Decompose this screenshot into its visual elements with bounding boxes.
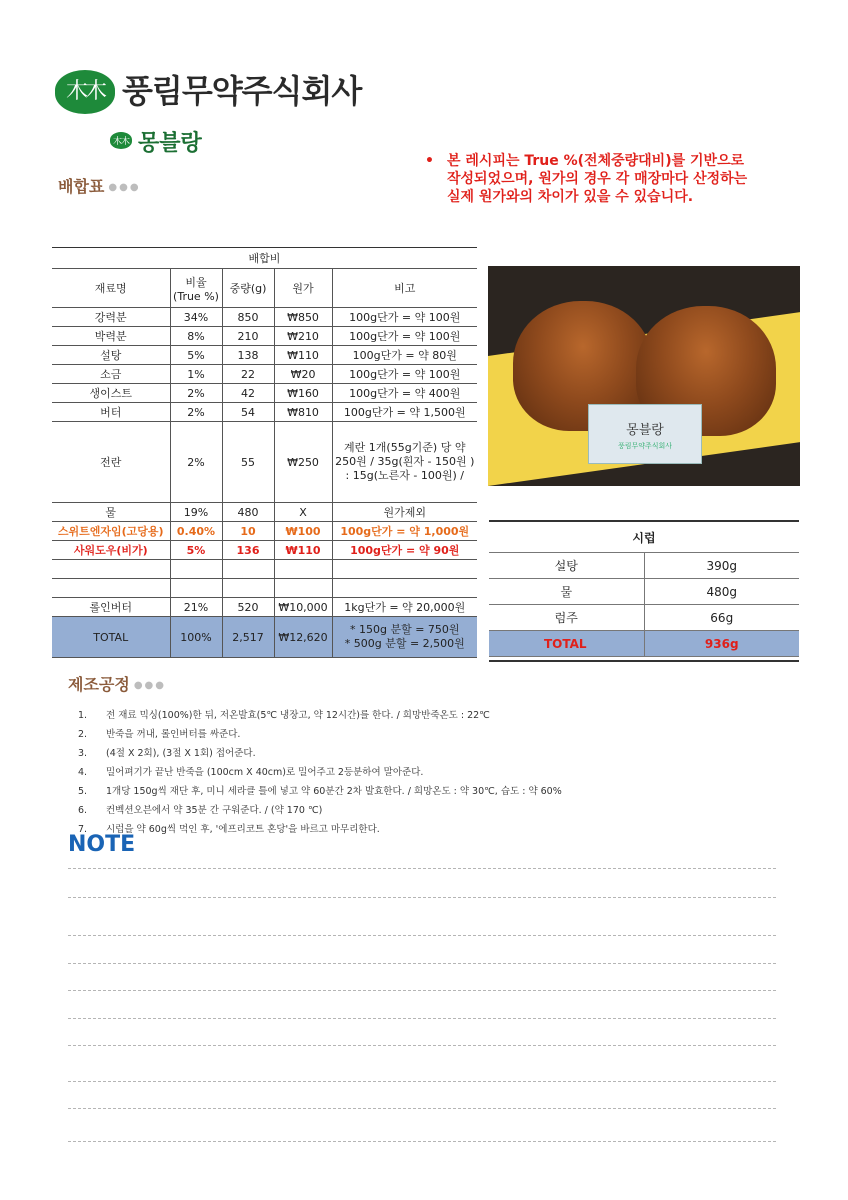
cell-name: 강력분 (52, 308, 170, 327)
cell-cost: ₩110 (274, 541, 332, 560)
process-section-label: 제조공정 (68, 675, 130, 694)
note-line (68, 990, 776, 991)
bullet-icon: • (425, 153, 434, 169)
step-text: 밀어펴기가 끝난 반죽을 (100cm X 40cm)로 밀어주고 2등분하여 말아준다. (106, 767, 424, 778)
table-row (52, 365, 477, 384)
process-section-title (68, 672, 166, 695)
cell-name: 생이스트 (52, 384, 170, 403)
cell-weight: 42 (222, 384, 274, 403)
syrup-name: 물 (489, 579, 644, 605)
syrup-total-label: TOTAL (489, 631, 644, 657)
total-remark-1: * 150g 분할 = 750원 (349, 623, 460, 636)
cell-cost: ₩850 (274, 308, 332, 327)
cell-cost: ₩250 (274, 422, 332, 503)
empty-row (52, 560, 477, 579)
step-number: 3. (78, 748, 88, 759)
cell-ratio: 2% (170, 403, 222, 422)
note-line (68, 1045, 776, 1046)
recipe-section-title (58, 174, 141, 197)
syrup-total-row (489, 631, 799, 657)
cell-name: 사워도우(비가) (52, 541, 170, 560)
cell-remark: 1kg단가 = 약 20,000원 (332, 598, 477, 617)
note-line (68, 1108, 776, 1109)
cell-ratio: 34% (170, 308, 222, 327)
company-name: 풍림무약주식회사 (122, 72, 362, 110)
step-number: 6. (78, 805, 88, 816)
cell-remark: 100g단가 = 약 90원 (332, 541, 477, 560)
table-row (52, 308, 477, 327)
step-number: 4. (78, 767, 88, 778)
cell-weight: 10 (222, 522, 274, 541)
sign-company: 풍림무약주식회사 (617, 442, 673, 450)
cell-name: 전란 (52, 422, 170, 503)
cell-remark: 100g단가 = 약 1,500원 (332, 403, 477, 422)
step-text: 컨벡션오븐에서 약 35분 간 구워준다. / (약 170 ℃) (106, 805, 323, 816)
product-name: 몽블랑 (138, 131, 202, 156)
step-number: 5. (78, 786, 88, 797)
recipe-section-label: 배합표 (58, 177, 105, 196)
total-row (52, 617, 477, 658)
cell-name: 박력분 (52, 327, 170, 346)
cell-remark: 100g단가 = 약 100원 (332, 308, 477, 327)
cell-name: 롤인버터 (52, 598, 170, 617)
dots-decoration: ●●● (108, 182, 141, 193)
notice-line-3: 실제 원가와의 차이가 있을 수 있습니다. (447, 189, 694, 205)
product-sign (588, 404, 702, 464)
syrup-amount: 480g (644, 579, 799, 605)
table-row (52, 346, 477, 365)
cell-cost: ₩810 (274, 403, 332, 422)
note-line (68, 1018, 776, 1019)
cell-cost: ₩100 (274, 522, 332, 541)
cell-ratio: 5% (170, 541, 222, 560)
header-ratio: 비율 (True %) (170, 269, 222, 308)
cell-ratio: 8% (170, 327, 222, 346)
cell-name: 소금 (52, 365, 170, 384)
step-number: 1. (78, 710, 88, 721)
small-logo-icon: 木木 (110, 132, 132, 149)
cell-cost: ₩210 (274, 327, 332, 346)
note-line (68, 897, 776, 898)
syrup-total-value: 936g (644, 631, 799, 657)
cell-cost: ₩110 (274, 346, 332, 365)
cell-cost: X (274, 503, 332, 522)
header-weight: 중량(g) (222, 269, 274, 308)
recipe-caption: 배합비 (52, 248, 477, 269)
cell-ratio: 2% (170, 422, 222, 503)
syrup-title: 시럽 (489, 521, 799, 553)
total-cost: ₩12,620 (274, 617, 332, 658)
table-row (489, 579, 799, 605)
cell-remark: 100g단가 = 약 100원 (332, 327, 477, 346)
cell-ratio: 2% (170, 384, 222, 403)
dots-decoration: ●●● (133, 680, 167, 691)
cell-weight: 54 (222, 403, 274, 422)
cell-name: 스위트엔자임(고당용) (52, 522, 170, 541)
cell-ratio: 19% (170, 503, 222, 522)
table-row (52, 598, 477, 617)
cell-cost: ₩20 (274, 365, 332, 384)
cell-remark: 원가제외 (332, 503, 477, 522)
cell-weight: 210 (222, 327, 274, 346)
cell-remark: 100g단가 = 약 100원 (332, 365, 477, 384)
note-line (68, 935, 776, 936)
notice-line-1: 본 레시피는 True %(전체중량대비)를 기반으로 (447, 153, 745, 169)
cell-remark: 계란 1개(55g기준) 당 약 250원 / 35g(흰자 - 150원 ) : 15g(노른자 - 100원) / (332, 422, 477, 503)
total-name: TOTAL (52, 617, 170, 658)
cell-weight: 136 (222, 541, 274, 560)
cell-weight: 22 (222, 365, 274, 384)
cell-cost: ₩160 (274, 384, 332, 403)
step-text: (4절 X 2회), (3절 X 1회) 접어준다. (106, 748, 256, 759)
table-row (489, 553, 799, 579)
step-text: 1개당 150g씩 재단 후, 미니 세라클 틀에 넣고 약 60분간 2차 발효한다. / 희망온도 : 약 30℃, 습도 : 약 60% (106, 786, 562, 797)
syrup-name: 럼주 (489, 605, 644, 631)
step-number: 7. (78, 824, 88, 835)
cell-name: 설탕 (52, 346, 170, 365)
cell-name: 버터 (52, 403, 170, 422)
table-row (52, 327, 477, 346)
table-row (52, 541, 477, 560)
table-row (52, 384, 477, 403)
table-row (52, 422, 477, 503)
cell-name: 물 (52, 503, 170, 522)
syrup-table (489, 520, 799, 657)
recipe-table (52, 247, 477, 658)
cell-ratio: 0.40% (170, 522, 222, 541)
total-remark (332, 617, 477, 658)
note-title: NOTE (68, 832, 136, 857)
total-remark-2: * 500g 분할 = 2,500원 (344, 637, 465, 650)
syrup-amount: 390g (644, 553, 799, 579)
header-remark: 비고 (332, 269, 477, 308)
syrup-amount: 66g (644, 605, 799, 631)
total-ratio: 100% (170, 617, 222, 658)
cell-ratio: 5% (170, 346, 222, 365)
step-text: 반죽을 꺼내, 롤인버터를 싸준다. (106, 729, 241, 740)
cell-ratio: 21% (170, 598, 222, 617)
note-line (68, 1141, 776, 1142)
cell-cost: ₩10,000 (274, 598, 332, 617)
cell-weight: 480 (222, 503, 274, 522)
cell-remark: 100g단가 = 약 1,000원 (332, 522, 477, 541)
header-cost: 원가 (274, 269, 332, 308)
cell-weight: 55 (222, 422, 274, 503)
total-weight: 2,517 (222, 617, 274, 658)
step-text: 시럽을 약 60g씩 먹인 후, '에프리코트 혼당'을 바르고 마무리한다. (106, 824, 380, 835)
cell-weight: 850 (222, 308, 274, 327)
product-photo (488, 266, 800, 486)
note-line (68, 1081, 776, 1082)
empty-row (52, 579, 477, 598)
notice-line-2: 작성되었으며, 원가의 경우 각 매장마다 산정하는 (447, 171, 748, 187)
note-line (68, 868, 776, 869)
cell-weight: 520 (222, 598, 274, 617)
note-line (68, 963, 776, 964)
cell-remark: 100g단가 = 약 400원 (332, 384, 477, 403)
cell-weight: 138 (222, 346, 274, 365)
company-logo-icon: 木木 (55, 70, 115, 114)
step-number: 2. (78, 729, 88, 740)
table-row (489, 605, 799, 631)
sign-name: 몽블랑 (626, 423, 664, 438)
step-text: 전 재료 믹싱(100%)한 뒤, 저온발효(5℃ 냉장고, 약 12시간)를 한다. / 희망반죽온도 : 22℃ (106, 710, 490, 721)
notice (425, 152, 785, 206)
table-row (52, 403, 477, 422)
syrup-name: 설탕 (489, 553, 644, 579)
syrup-divider (489, 660, 799, 662)
table-row (52, 503, 477, 522)
header-name: 재료명 (52, 269, 170, 308)
cell-remark: 100g단가 = 약 80원 (332, 346, 477, 365)
cell-ratio: 1% (170, 365, 222, 384)
table-row (52, 522, 477, 541)
